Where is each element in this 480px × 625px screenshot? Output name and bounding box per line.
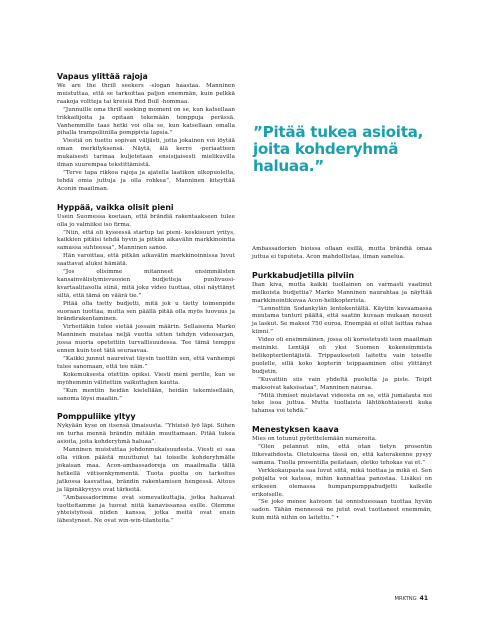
body-paragraph: We are the thrill seekers -slogan haastaa. Manninen muistuttaa, että se tarkoittaa paljon enemmän, kuin pelkkä raakoja voltteja tai kreisiä Red Bull -hommaa. [57, 83, 235, 105]
body-paragraph: ”Kun mentiin heidän kielellään, heidän tekemisellään, sanoma löysi maaliin.” [57, 387, 235, 402]
footer-brand: MRKTNG [394, 596, 417, 602]
body-paragraph: ”Olen pelannut niin, että otan tietyn prosentin liikevaihdosta. Oletuksena tässä on, että katerakenne pysyy samana. Tuolla prosentilla peilataan, oletko tehokas vai et.” [252, 444, 432, 466]
section-heading: Menestyksen kaava [252, 425, 339, 435]
article-section [57, 203, 235, 404]
section-heading: Pomppuliike yltyy [57, 412, 136, 422]
body-paragraph: Video oli ensimmäinen, jossa oli korostetusti ison maailman meininki. Lentäjä oli yksi Suomen kokeneimmista helikopterilentäjistä. Trippauksetoli laitettu vain toiselle puolelle, sillä koko kopterin teippaaminen olisi ylittänyt budjetin. [252, 337, 432, 375]
article-section [252, 425, 432, 523]
article-section [57, 412, 235, 526]
body-paragraph: ”Niin, että oli kyseessä startup tai pieni- keskisuuri yritys, kaikkien pitäisi tehdä hyvin ja pitkän aikavälin markkinointia samassa suhteessa”, Manninen sanoo. [57, 229, 235, 252]
body-paragraph: Virheitäkin tulee sietää jossain määrin. Sellaisena Marko Manninen muistaa neljä vuotta sitten tehdyn videosarjan, jossa nuoria opetettiin turvallisuudessa. Tee tämä temppu ennen kuin teet tätä seuraavaa. [57, 324, 235, 355]
body-paragraph: ”Lennettiin Sodankylän lentokentältä. Käytiin kuvaamassa muutama tunturi päältä, että saatiin kuvaan mukaan nousut ja laskut. Se maksoi 750 euroa. Enempää ei ollut laittaa rahaa kiinni.” [252, 305, 432, 336]
body-paragraph: ”Mitä ihmiset muistavat videosta on se, että jumalauta noi teke isoa juttua. Mutta tuollaista lähtökohtaisesti kuka tahansa voi tehdä.” [252, 392, 432, 415]
pull-quote: ”Pitää tukea asioita, joita kohderyhmä haluaa.” [253, 123, 424, 175]
body-paragraph: Verkkokaupasta saa luvut siitä, mikä tuottaa ja mikä ei. Sen pohjalta voi katsoa, mihin kannattaa panostaa. Lisäksi on erikseen olemassa humpanpumppabudjetti kaikelle erikoiselle. [252, 467, 432, 498]
body-paragraph: Ihan kiva, mutta kaikki tuollainen on varmasti vaatinut melkoista budjettia? Marko Manninen naurahtaa ja näyttää markkinointikuvaa Acon-helikopterista. [252, 281, 432, 304]
article-section [252, 271, 432, 416]
body-paragraph: Pitää olla tietty budjetti, mitä jok u tietty toimenpide suoraan tuottaa, mutta sen päällä pitää olla myös luovuus ja brändirakentaminen. [57, 300, 235, 323]
body-paragraph: Nykyään kyse on itsensä ilmaisusta. ”Yhteisö lyö läpi. Siihen on turha mennä brändin mitään muuttamaan. Pitää tukea asioita, joita kohderyhmä haluaa”. [57, 423, 235, 446]
body-paragraph: ”Jos olisimme mitanneet ensimmäisten kansainvälistymisvuosien budjetteja puolivuosi-kvartaalitasolla siinä, mitä joku video tuottaa, olisi näyttänyt siltä, että tämä on väärä tie.” [57, 269, 235, 299]
body-paragraph: Manninen muistuttaa johdonmukaisuudesta. Viesti ei saa olla viikon päästä muuttunut tai toiselle kohderyhmälle jokaisan maa. Acon-ambassadoreja on maailmalla tällä hetkellä viitisenkymmentä. Tuota puolta on tarkoitus jatkossa kasvattaa, brändin rakentamisen hengessä. Aitous ja läpinäkyvyys ovat tärkeitä. [57, 447, 235, 493]
section-heading: Vapaus ylittää rajoja [57, 72, 148, 81]
article-section [57, 72, 235, 194]
left-column [57, 72, 235, 535]
section-heading: Purkkabudjetilla pilviin [252, 270, 355, 280]
body-paragraph: ”Se joko menee kaivoon tai onnistuessaan tuottaa hyvän sadon. Tähän mennessä ne jutut ovat tuottaneet enemmän, kuin mitä niihin on laitettu.” • [252, 499, 432, 522]
body-paragraph: Kokemuksesta otettiin opiksi. Viesti meni perille, kun se myöhemmin välitettiin vaikuttajien kautta. [57, 371, 235, 386]
body-paragraph: ”Junnuille oma thrill seeking moment on se, kun katsellaan trikkailijoita ja opitaan tekemään temppuja perässä. Vanhemmille taas hetki voi olla se, kun katsellaan omalla pihalla trampoliinilla pomppivia lapsia.” [57, 106, 235, 137]
body-paragraph: Usein Suomessa koetaan, että brändiä rakentaakseen tulee olla jo valmiiksi iso firma. [57, 213, 235, 228]
body-paragraph: Hän varoittaa, että pitkän aikavälin markkinoinnissa luvut saattavat aluksi hämätä. [57, 253, 235, 268]
body-paragraph: Mies on totunut pyörittelemään numeroita. [252, 436, 377, 443]
page-footer [394, 595, 428, 602]
right-column [252, 246, 432, 532]
page-number: 41 [419, 595, 428, 602]
section-heading: Hyppää, vaikka olisit pieni [57, 202, 174, 212]
body-paragraph: Viestiä on tuettu sopivan väljästi, jotta jokainen voi löytää oman merkityksensä. Näytä, älä kerro -periaatteen mukaisesti tarinaa kuljetetaan ensisijaisesti mielikuvilla ilman suurempaa tekstittämistä. [57, 138, 235, 169]
body-paragraph: Ambassadorien bioissa ollaan esillä, mutta brändiä omaa juttua ei tuputeta. Acon mahdollistaa, ilman sanelua. [252, 246, 432, 260]
body-paragraph: ”Kaikki junnut naureivat täysin tuottiin sen, että vanhempi tulee sanomaan, että tee näin.” [57, 356, 235, 370]
article-section [252, 246, 432, 262]
body-paragraph: ”Ambassadorimme ovat somevaikuttajia, jotka haluavat tuotteitamme ja tuovat niitä kanavissansa esille. Olemme yhteistyössä niiden kanssa, jotka meitä ovat ensin lähestyneet. Ne ovat win-win-tilanteita.” [57, 494, 235, 525]
body-paragraph: ”Terve tapa rikkoa rajoja ja ajatella laatikon ulkopuolelta, tehdä omia juttuja ja olla rohkea”, Manninen kiteyttää Aconin maailman. [57, 169, 235, 192]
body-paragraph: ”Kuvattiin siis vain yhdeltä puolelta ja piste. Teipit maksoivat kaksisataa”, Manninen nauraa. [252, 376, 432, 391]
